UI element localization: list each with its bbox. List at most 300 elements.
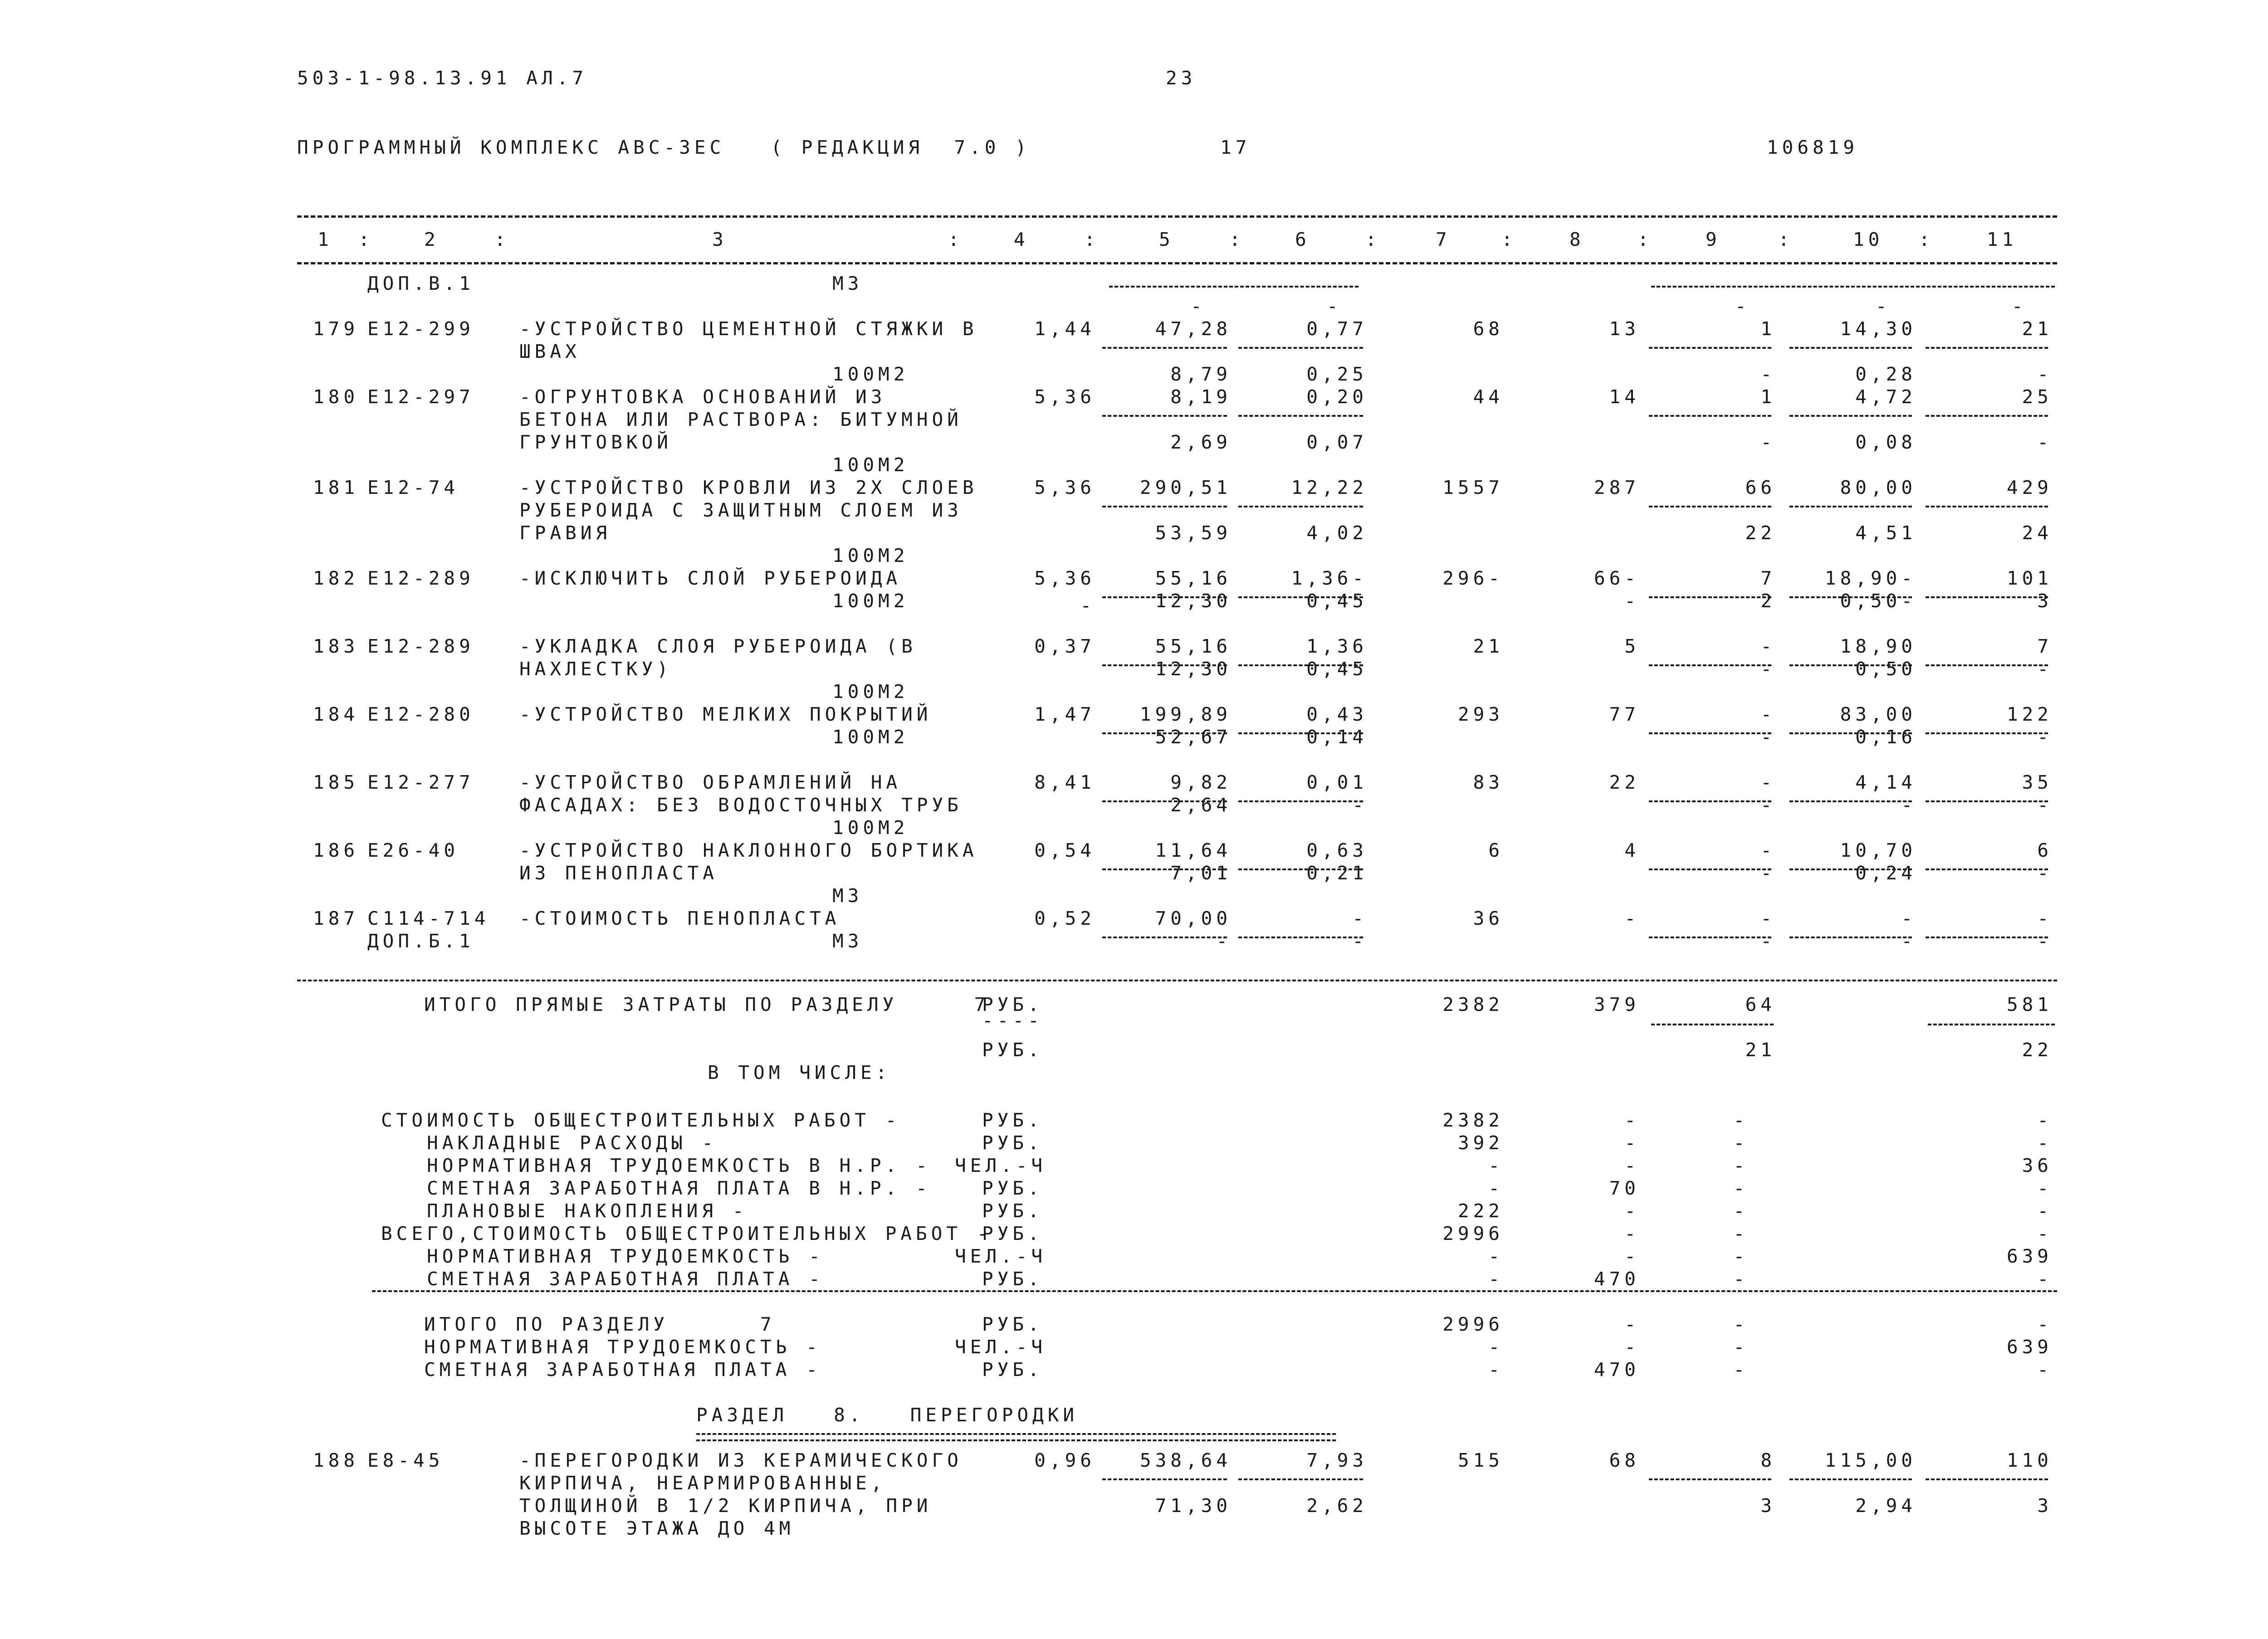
- cell-value: 14: [1609, 386, 1640, 408]
- cell-value-secondary: 0,50-: [1840, 590, 1916, 612]
- cell-value: 7: [2037, 635, 2053, 657]
- cell-value: 6: [1488, 839, 1504, 861]
- rule: [1238, 415, 1363, 417]
- row-name: БЕТОНА ИЛИ РАСТВОРА: БИТУМНОЙ: [519, 409, 963, 430]
- cell-value-secondary: 0,07: [1306, 431, 1368, 453]
- cell-value: 47,28: [1155, 318, 1232, 340]
- row-continuation: ДОП.В.1: [367, 273, 474, 294]
- cell-value: 5: [1624, 635, 1640, 657]
- rule: [297, 262, 2057, 264]
- breakdown-value: -: [1733, 1245, 1749, 1267]
- cell-value: 18,90-: [1824, 567, 1916, 589]
- rule: [1102, 1478, 1227, 1480]
- breakdown-value: 2382: [1442, 1109, 1504, 1131]
- row-number: 179: [313, 318, 359, 340]
- breakdown-unit: РУБ.: [982, 1132, 1043, 1154]
- cell-value: 0,20: [1306, 386, 1368, 408]
- row-code: Е12-74: [367, 477, 459, 498]
- cell-value: 0,01: [1306, 771, 1368, 793]
- cell-value: -: [1760, 771, 1776, 793]
- row-number: 186: [313, 839, 359, 861]
- breakdown-value: -: [1733, 1268, 1749, 1290]
- row-name: РУБЕРОИДА С ЗАЩИТНЫМ СЛОЕМ ИЗ: [519, 499, 963, 521]
- breakdown-unit: ЧЕЛ.-Ч: [955, 1245, 1047, 1267]
- cell-value-secondary: 0,16: [1855, 726, 1916, 748]
- cell-value-secondary: 4,51: [1855, 522, 1916, 544]
- cell-value: 36: [1473, 907, 1504, 929]
- cell-value: 5,36: [1034, 386, 1095, 408]
- cell-value: 70,00: [1155, 907, 1232, 929]
- cell-value-secondary: 52,67: [1155, 726, 1232, 748]
- row-name: КИРПИЧА, НЕАРМИРОВАННЫЕ,: [519, 1472, 886, 1494]
- section-total-value: -: [1488, 1336, 1504, 1358]
- section-total-value: 470: [1593, 1359, 1640, 1380]
- cell-value: 21: [2022, 318, 2053, 340]
- rule: [1102, 506, 1227, 507]
- breakdown-value: -: [1488, 1155, 1504, 1176]
- total-value: 21: [1745, 1039, 1776, 1061]
- cell-value: 55,16: [1155, 635, 1232, 657]
- row-code: Е12-280: [367, 703, 474, 725]
- cell-value-secondary: 22: [1745, 522, 1776, 544]
- column-number: 8: [1569, 229, 1585, 250]
- rule: [1649, 1478, 1771, 1480]
- breakdown-value: -: [1488, 1245, 1504, 1267]
- section-total-value: -: [2037, 1359, 2053, 1380]
- row-number: 187: [313, 907, 359, 929]
- breakdown-value: -: [1624, 1132, 1640, 1154]
- cell-value: 1: [1760, 386, 1776, 408]
- cell-value-secondary: 0,45: [1306, 590, 1368, 612]
- cell-value: 199,89: [1139, 703, 1232, 725]
- cell-value-secondary: 2: [1760, 590, 1776, 612]
- rule: [372, 1290, 2057, 1292]
- row-name: ГРУНТОВКОЙ: [519, 431, 672, 453]
- rule: [1926, 506, 2048, 507]
- cell-value: 6: [2037, 839, 2053, 861]
- column-separator: :: [1501, 229, 1517, 250]
- cell-value: 0,63: [1306, 839, 1368, 861]
- cell-value: 1,44: [1034, 318, 1095, 340]
- row-name: -УСТРОЙСТВО МЕЛКИХ ПОКРЫТИЙ: [519, 703, 932, 725]
- breakdown-value: -: [1733, 1223, 1749, 1244]
- cell-value-secondary: 0,25: [1306, 363, 1368, 385]
- column-separator: :: [1084, 229, 1100, 250]
- cell-value-secondary: 2,64: [1170, 794, 1232, 816]
- cell-value-secondary: -: [1352, 794, 1368, 816]
- row-name: -УКЛАДКА СЛОЯ РУБЕРОИДА (В: [519, 635, 917, 657]
- cell-value: 5,36: [1034, 567, 1095, 589]
- cell-value: 296-: [1442, 567, 1504, 589]
- column-number: 7: [1436, 229, 1451, 250]
- cell-value-secondary: -: [1760, 794, 1776, 816]
- row-code: Е12-277: [367, 771, 474, 793]
- row-number: 180: [313, 386, 359, 408]
- breakdown-label: ВСЕГО,СТОИМОСТЬ ОБЩЕСТРОИТЕЛЬНЫХ РАБОТ -: [381, 1223, 992, 1244]
- cell-value-secondary: -: [1760, 658, 1776, 680]
- total-value: 64: [1745, 994, 1776, 1015]
- rule: [1102, 415, 1227, 417]
- cell-value-secondary: -: [1901, 930, 1916, 952]
- cell-value: -: [2037, 907, 2053, 929]
- cell-value: 101: [2006, 567, 2053, 589]
- rule: [1789, 415, 1912, 417]
- breakdown-value: -: [1624, 1109, 1640, 1131]
- cell-value: -: [1735, 295, 1750, 317]
- breakdown-value: 36: [2022, 1155, 2053, 1176]
- cell-value-secondary: 12,30: [1155, 590, 1232, 612]
- cell-value-secondary: -: [1760, 862, 1776, 884]
- cell-value: -: [1760, 703, 1776, 725]
- row-number: 182: [313, 567, 359, 589]
- section-total-unit: ЧЕЛ.-Ч: [955, 1336, 1047, 1358]
- cell-value: 18,90: [1840, 635, 1916, 657]
- rule: [1649, 506, 1771, 507]
- cell-value-secondary: 0,24: [1855, 862, 1916, 884]
- section-total-value: -: [1624, 1313, 1640, 1335]
- column-separator: :: [1778, 229, 1794, 250]
- cell-value-secondary: -: [1624, 590, 1640, 612]
- cell-value-secondary: 53,59: [1155, 522, 1232, 544]
- total-value: 2382: [1442, 994, 1504, 1015]
- cell-value-secondary: -: [2037, 862, 2053, 884]
- column-separator: :: [948, 229, 963, 250]
- row-name: ФАСАДАХ: БЕЗ ВОДОСТОЧНЫХ ТРУБ: [519, 794, 963, 816]
- cell-value-secondary: -: [2037, 431, 2053, 453]
- rule: [1109, 286, 1359, 288]
- column-number: 2: [424, 229, 440, 250]
- breakdown-value: 222: [1457, 1200, 1504, 1222]
- rule: [297, 215, 2057, 218]
- rule: [1926, 1478, 2048, 1480]
- section-total-value: -: [1488, 1359, 1504, 1380]
- row-name: ШВАХ: [519, 341, 581, 362]
- cell-value-secondary: -: [1760, 930, 1776, 952]
- breakdown-value: -: [2037, 1223, 2053, 1244]
- breakdown-value: -: [1624, 1200, 1640, 1222]
- row-name: -УСТРОЙСТВО ЦЕМЕНТНОЙ СТЯЖКИ В: [519, 318, 978, 340]
- cell-value: 1,36-: [1291, 567, 1368, 589]
- rule: [1926, 347, 2048, 349]
- breakdown-value: 639: [2006, 1245, 2053, 1267]
- cell-value: 0,37: [1034, 635, 1095, 657]
- breakdown-unit: РУБ.: [982, 1268, 1043, 1290]
- column-separator: :: [358, 229, 374, 250]
- row-unit: М3: [832, 930, 863, 952]
- section-total-value: -: [1733, 1359, 1749, 1380]
- cell-value: 1,36: [1306, 635, 1368, 657]
- row-number: 183: [313, 635, 359, 657]
- sheet-number: 17: [1220, 137, 1251, 158]
- cell-value-secondary: 12,30: [1155, 658, 1232, 680]
- cell-value: 290,51: [1139, 477, 1232, 498]
- row-number: 185: [313, 771, 359, 793]
- rule: [1651, 1024, 1774, 1025]
- cell-value: -: [1760, 635, 1776, 657]
- column-separator: :: [1919, 229, 1934, 250]
- row-unit: М3: [832, 273, 863, 294]
- breakdown-unit: РУБ.: [982, 1200, 1043, 1222]
- cell-value: 0,96: [1034, 1449, 1095, 1471]
- cell-value: -: [1191, 295, 1206, 317]
- cell-value: -: [1876, 295, 1891, 317]
- cell-value-secondary: -: [1760, 363, 1776, 385]
- column-number: 1: [318, 229, 333, 250]
- cell-value: 11,64: [1155, 839, 1232, 861]
- cell-value-secondary: 0,14: [1306, 726, 1368, 748]
- section-total-value: -: [2037, 1313, 2053, 1335]
- cell-value-secondary: 0,21: [1306, 862, 1368, 884]
- row-code: С114-714: [367, 907, 490, 929]
- row-name: ИЗ ПЕНОПЛАСТА: [519, 862, 718, 884]
- cell-value: 8,19: [1170, 386, 1232, 408]
- cell-value: 77: [1609, 703, 1640, 725]
- section-total-label: НОРМАТИВНАЯ ТРУДОЕМКОСТЬ -: [424, 1336, 821, 1358]
- breakdown-value: -: [2037, 1177, 2053, 1199]
- cell-value: 293: [1457, 703, 1504, 725]
- cell-value: 7,93: [1306, 1449, 1368, 1471]
- cell-value: 9,82: [1170, 771, 1232, 793]
- cell-value-secondary: 3: [2037, 590, 2053, 612]
- row-name: -ИСКЛЮЧИТЬ СЛОЙ РУБЕРОИДА: [519, 567, 902, 589]
- column-number: 3: [712, 229, 728, 250]
- cell-value: 66: [1745, 477, 1776, 498]
- breakdown-label: НОРМАТИВНАЯ ТРУДОЕМКОСТЬ -: [381, 1245, 824, 1267]
- rule: [1102, 347, 1227, 349]
- cell-value-secondary: -: [2037, 363, 2053, 385]
- breakdown-label: ПЛАНОВЫЕ НАКОПЛЕНИЯ -: [381, 1200, 748, 1222]
- row-name: НАХЛЕСТКУ): [519, 658, 672, 680]
- cell-value-secondary: 2,69: [1170, 431, 1232, 453]
- rule: [1789, 347, 1912, 349]
- cell-value: 55,16: [1155, 567, 1232, 589]
- section-underline: [696, 1433, 1336, 1441]
- breakdown-value: -: [1733, 1132, 1749, 1154]
- section-total-unit: РУБ.: [982, 1359, 1043, 1380]
- column-number: 9: [1706, 229, 1721, 250]
- cell-value: 80,00: [1840, 477, 1916, 498]
- rule: [1789, 1478, 1912, 1480]
- cell-value-secondary: 2,94: [1855, 1495, 1916, 1517]
- breakdown-label: СМЕТНАЯ ЗАРАБОТНАЯ ПЛАТА -: [381, 1268, 824, 1290]
- total-unit: РУБ.: [982, 994, 1043, 1015]
- row-unit: 100М2: [832, 590, 909, 612]
- section-total-unit: РУБ.: [982, 1313, 1043, 1335]
- cell-value-secondary: 24: [2022, 522, 2053, 544]
- cell-value-secondary: -: [1352, 930, 1368, 952]
- row-code: Е8-45: [367, 1449, 444, 1471]
- cell-value: 0,77: [1306, 318, 1368, 340]
- cell-value-secondary: -: [1901, 794, 1916, 816]
- cell-value: 0,43: [1306, 703, 1368, 725]
- total-unit: РУБ.: [982, 1039, 1043, 1061]
- rule: [1651, 286, 2055, 288]
- cell-value: 4: [1624, 839, 1640, 861]
- breakdown-unit: РУБ.: [982, 1223, 1043, 1244]
- cell-value-secondary: 0,28: [1855, 363, 1916, 385]
- cell-value: 8,41: [1034, 771, 1095, 793]
- rule: [1789, 506, 1912, 507]
- breakdown-label: СМЕТНАЯ ЗАРАБОТНАЯ ПЛАТА В Н.Р. -: [381, 1177, 931, 1199]
- cell-value-secondary: -: [1216, 930, 1232, 952]
- cell-value: -: [2012, 295, 2027, 317]
- cell-value: 1557: [1442, 477, 1504, 498]
- column-number: 5: [1159, 229, 1174, 250]
- cell-value: 538,64: [1139, 1449, 1232, 1471]
- breakdown-label: СТОИМОСТЬ ОБЩЕСТРОИТЕЛЬНЫХ РАБОТ -: [381, 1109, 901, 1131]
- rule: [1238, 347, 1363, 349]
- breakdown-label: НОРМАТИВНАЯ ТРУДОЕМКОСТЬ В Н.Р. -: [381, 1155, 931, 1176]
- row-name: -УСТРОЙСТВО ОБРАМЛЕНИЙ НА: [519, 771, 902, 793]
- total-value: 22: [2022, 1039, 2053, 1061]
- row-unit: М3: [832, 885, 863, 907]
- cell-value-secondary: 0,45: [1306, 658, 1368, 680]
- row-code: Е12-297: [367, 386, 474, 408]
- cell-value-secondary: -: [2037, 658, 2053, 680]
- rule: [1928, 1024, 2055, 1025]
- cell-value: 5,36: [1034, 477, 1095, 498]
- row-number: 188: [313, 1449, 359, 1471]
- row-name: -ОГРУНТОВКА ОСНОВАНИЙ ИЗ: [519, 386, 886, 408]
- breakdown-label: НАКЛАДНЫЕ РАСХОДЫ -: [381, 1132, 718, 1154]
- cell-value: 14,30: [1840, 318, 1916, 340]
- rule: [1649, 415, 1771, 417]
- breakdown-value: -: [1624, 1155, 1640, 1176]
- row-unit: 100М2: [832, 545, 909, 566]
- breakdown-value: -: [1488, 1177, 1504, 1199]
- cell-value: 68: [1473, 318, 1504, 340]
- cell-value: 10,70: [1840, 839, 1916, 861]
- breakdown-value: 70: [1609, 1177, 1640, 1199]
- cell-value-secondary: -: [2037, 726, 2053, 748]
- row-code: Е26-40: [367, 839, 459, 861]
- row-name: -УСТРОЙСТВО НАКЛОННОГО БОРТИКА: [519, 839, 978, 861]
- including-label: В ТОМ ЧИСЛЕ:: [708, 1062, 891, 1083]
- rule: [1238, 1478, 1363, 1480]
- cell-value: 1,47: [1034, 703, 1095, 725]
- row-unit: 100М2: [832, 681, 909, 702]
- cell-value: 83,00: [1840, 703, 1916, 725]
- cell-value: -: [1760, 907, 1776, 929]
- cell-value-secondary: 4,02: [1306, 522, 1368, 544]
- section-total-value: -: [1733, 1313, 1749, 1335]
- total-unit-rule: ----: [982, 1010, 1043, 1031]
- cell-value-secondary: 0,08: [1855, 431, 1916, 453]
- cell-value: 22: [1609, 771, 1640, 793]
- breakdown-unit: ЧЕЛ.-Ч: [955, 1155, 1047, 1176]
- row-name: ГРАВИЯ: [519, 522, 611, 544]
- cell-value-secondary: 3: [1760, 1495, 1776, 1517]
- column-separator: :: [1229, 229, 1245, 250]
- cell-value: 110: [2006, 1449, 2053, 1471]
- cell-value: 4,72: [1855, 386, 1916, 408]
- cell-value: 0,52: [1034, 907, 1095, 929]
- cell-value: 13: [1609, 318, 1640, 340]
- row-number: 184: [313, 703, 359, 725]
- cell-value: 12,22: [1291, 477, 1368, 498]
- cell-value: 83: [1473, 771, 1504, 793]
- estimate-code: 106819: [1767, 137, 1859, 158]
- cell-value: 66-: [1593, 567, 1640, 589]
- cell-value: -: [1624, 907, 1640, 929]
- breakdown-value: 2996: [1442, 1223, 1504, 1244]
- row-unit: 100М2: [832, 726, 909, 748]
- cell-value-secondary: -: [1760, 431, 1776, 453]
- cell-value: -: [1901, 907, 1916, 929]
- row-code-extra: ДОП.Б.1: [367, 930, 474, 952]
- cell-value: -: [1327, 295, 1342, 317]
- row-name: -СТОИМОСТЬ ПЕНОПЛАСТА: [519, 907, 841, 929]
- section-total-value: -: [1733, 1336, 1749, 1358]
- row-code: Е12-299: [367, 318, 474, 340]
- section-title: РАЗДЕЛ 8. ПЕРЕГОРОДКИ: [696, 1404, 1079, 1426]
- breakdown-value: -: [2037, 1268, 2053, 1290]
- cell-value-secondary: 71,30: [1155, 1495, 1232, 1517]
- cell-value-secondary: -: [2037, 794, 2053, 816]
- column-number: 6: [1295, 229, 1310, 250]
- cell-value: -: [1760, 839, 1776, 861]
- row-number: 181: [313, 477, 359, 498]
- section-total-value: 639: [2006, 1336, 2053, 1358]
- cell-value-secondary: 8,79: [1170, 363, 1232, 385]
- row-name: ТОЛЩИНОЙ В 1/2 КИРПИЧА, ПРИ: [519, 1495, 932, 1517]
- row-code: Е12-289: [367, 567, 474, 589]
- breakdown-value: -: [1733, 1200, 1749, 1222]
- total-value: 379: [1593, 994, 1640, 1015]
- cell-value: 287: [1593, 477, 1640, 498]
- row-name: ВЫСОТЕ ЭТАЖА ДО 4М: [519, 1517, 795, 1539]
- rule: [297, 980, 2057, 981]
- cell-value: 1: [1760, 318, 1776, 340]
- column-number: 4: [1014, 229, 1029, 250]
- cell-value: 44: [1473, 386, 1504, 408]
- cell-value: 25: [2022, 386, 2053, 408]
- row-unit: 100М2: [832, 817, 909, 839]
- column-number: 11: [1987, 229, 2018, 250]
- breakdown-unit: РУБ.: [982, 1177, 1043, 1199]
- cell-value-secondary: -: [2037, 930, 2053, 952]
- column-separator: :: [1637, 229, 1653, 250]
- breakdown-value: -: [1488, 1268, 1504, 1290]
- cell-value-secondary: 3: [2037, 1495, 2053, 1517]
- cell-value: 68: [1609, 1449, 1640, 1471]
- cell-value: 115,00: [1824, 1449, 1916, 1471]
- rule: [1238, 506, 1363, 507]
- section-total-value: -: [1624, 1336, 1640, 1358]
- rule: [1649, 347, 1771, 349]
- section-total-label: СМЕТНАЯ ЗАРАБОТНАЯ ПЛАТА -: [424, 1359, 821, 1380]
- section-total-label: ИТОГО ПО РАЗДЕЛУ 7: [424, 1313, 776, 1335]
- row-code: Е12-289: [367, 635, 474, 657]
- program-title: ПРОГРАММНЫЙ КОМПЛЕКС АВС-3ЕС ( РЕДАКЦИЯ 7.0 ): [297, 137, 1031, 158]
- breakdown-value: -: [1733, 1177, 1749, 1199]
- breakdown-value: 392: [1457, 1132, 1504, 1154]
- row-name: -УСТРОЙСТВО КРОВЛИ ИЗ 2Х СЛОЕВ: [519, 477, 978, 498]
- column-separator: :: [494, 229, 510, 250]
- cell-value: 122: [2006, 703, 2053, 725]
- cell-value: 4,14: [1855, 771, 1916, 793]
- cell-value: 35: [2022, 771, 2053, 793]
- row-unit: 100М2: [832, 363, 909, 385]
- breakdown-value: -: [1624, 1245, 1640, 1267]
- breakdown-value: -: [1733, 1155, 1749, 1176]
- cell-value: -: [1352, 907, 1368, 929]
- breakdown-value: -: [2037, 1132, 2053, 1154]
- breakdown-value: -: [1733, 1109, 1749, 1131]
- column-number: 10: [1853, 229, 1884, 250]
- cell-value: 429: [2006, 477, 2053, 498]
- breakdown-value: -: [2037, 1109, 2053, 1131]
